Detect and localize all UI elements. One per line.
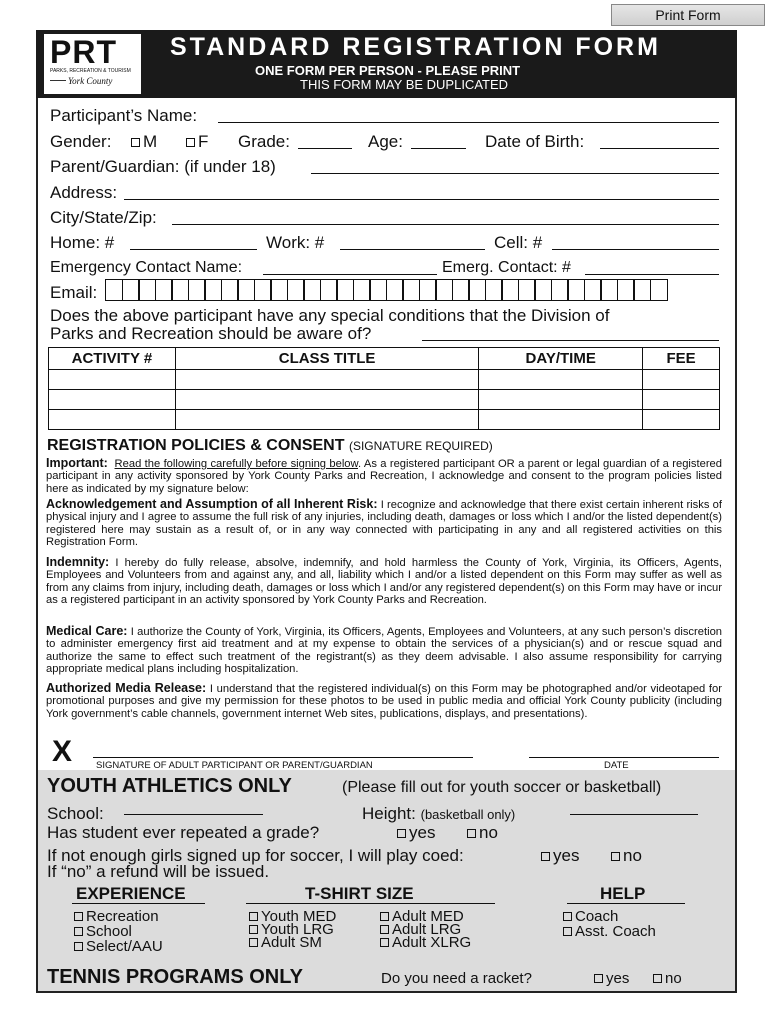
help-title: HELP [600, 884, 646, 903]
racket-no-checkbox[interactable] [653, 974, 662, 983]
policies-title-text: REGISTRATION POLICIES & CONSENT [47, 437, 345, 454]
activity-number-header: ACTIVITY # [49, 348, 176, 370]
male-checkbox[interactable] [131, 138, 140, 147]
racket-no-option[interactable] [653, 970, 682, 987]
repeat-no-label: no [479, 823, 498, 842]
email-box[interactable] [600, 279, 618, 301]
email-box[interactable] [155, 279, 173, 301]
email-label: Email: [50, 283, 98, 302]
email-box[interactable] [287, 279, 305, 301]
racket-question: Do you need a racket? [381, 970, 532, 987]
print-form-button[interactable]: Print Form [611, 4, 765, 26]
fee-header: FEE [643, 348, 720, 370]
coed-yes-option[interactable] [541, 846, 579, 866]
email-box[interactable] [369, 279, 387, 301]
table-cell[interactable] [479, 370, 643, 390]
youth-athletics-title: YOUTH ATHLETICS ONLY [47, 775, 292, 797]
repeat-no-checkbox[interactable] [467, 829, 476, 838]
racket-yes-checkbox[interactable] [594, 974, 603, 983]
work-phone-label: Work: # [266, 233, 325, 252]
checkbox[interactable] [249, 938, 258, 947]
email-box[interactable] [419, 279, 437, 301]
emergency-phone-field[interactable] [585, 274, 719, 275]
medical-care-text: I authorize the County of York, Virginia, its Officers, Agents, Employees and Volunteers, at any such person’s discretion to administer emergency first aid treatment and at my expense to obtain the services of a physician(s) and or rescue squad and authorize the same to effect such treatment of the registrant(s) as they deem advisable. I also assume responsibility for carrying appropriate medical plans including hospitalization. [46, 626, 723, 676]
indemnity-text: I hereby do fully release, absolve, indemnify, and hold harmless the County of York, Virginia, its Officers, Agents, Employees and Volunteers from and against any, and all, liability which I and/or a listed dependent on this Form may suffer as well as from any claims from injury, including death, damages or loss which I and/or any registered dependent(s) on this Form may have or incur as a registered participant in an activity sponsored by York County Parks and Recreation. [46, 557, 722, 607]
checkbox[interactable] [380, 938, 389, 947]
email-box[interactable] [518, 279, 536, 301]
cell-phone-field[interactable] [552, 249, 719, 250]
racket-yes-label: yes [606, 970, 630, 987]
table-row [49, 410, 720, 430]
media-release-text: I understand that the registered individual(s) on this Form may be photographed and/or videotaped for promotional purposes and give my permission for these photos to be used in public media and official York County publicity (including York government’s cable channels, government internet Web sites, publications, displays, and presentations). [46, 683, 722, 720]
email-box[interactable] [567, 279, 585, 301]
logo-county: York County [68, 76, 113, 86]
email-box[interactable] [237, 279, 255, 301]
important-paragraph [46, 457, 722, 495]
school-label: School: [47, 804, 104, 823]
address-label: Address: [50, 183, 118, 202]
parent-label: Parent/Guardian: (if under 18) [50, 157, 276, 176]
coed-question: If not enough girls signed up for soccer, I will play coed: [47, 846, 464, 865]
emergency-phone-label: Emerg. Contact: # [442, 259, 571, 276]
policies-title [47, 437, 493, 455]
gender-male-option[interactable] [131, 132, 157, 152]
indemnity-paragraph [46, 556, 722, 607]
table-cell[interactable] [175, 370, 478, 390]
email-box[interactable] [188, 279, 206, 301]
form-subtitle-2: THIS FORM MAY BE DUPLICATED [300, 77, 509, 92]
medical-care-paragraph [46, 625, 722, 676]
table-cell[interactable] [175, 390, 478, 410]
prt-logo [44, 34, 141, 94]
important-underlined: Read the following carefully before signing below [114, 458, 358, 470]
logo-swoosh-icon [50, 80, 66, 87]
option-label: School [86, 923, 132, 940]
home-phone-field[interactable] [130, 249, 257, 250]
acknowledgement-text: I recognize and acknowledge that there exist certain inherent risks of physical injury and I agree to assume the full risk of any injuries, including death, damages or loss which I and/or the listed dependent(s) registered here may sustain as a result of, or in any way connected with participating in any and all registered activities on this Registration Form. [46, 499, 722, 549]
experience-underline [72, 903, 205, 904]
signature-x-mark: X [52, 735, 73, 768]
media-release-paragraph [46, 682, 722, 720]
email-box[interactable] [551, 279, 569, 301]
important-text: . As a registered participant OR a parent or legal guardian of a registered participant in any activity sponsored by York County Parks and Recreation, I acknowledge and consent to the program policies listed here as indicated by my signature below: [46, 458, 722, 495]
email-box[interactable] [633, 279, 651, 301]
youth-athletics-note: (Please fill out for youth soccer or basketball) [342, 779, 662, 796]
school-field[interactable] [124, 814, 263, 815]
height-label [362, 804, 515, 824]
tennis-title: TENNIS PROGRAMS ONLY [47, 966, 303, 988]
repeat-grade-no-option[interactable] [467, 823, 498, 843]
activity-table-header [49, 348, 720, 370]
help-asst-coach-option[interactable] [563, 925, 656, 939]
special-conditions-field[interactable] [422, 340, 719, 341]
tshirt-size-title: T-SHIRT SIZE [305, 884, 414, 903]
age-field[interactable] [411, 148, 466, 149]
table-cell[interactable] [49, 390, 176, 410]
coed-refund-note: If “no” a refund will be issued. [47, 862, 270, 881]
help-underline [567, 903, 685, 904]
female-checkbox[interactable] [186, 138, 195, 147]
gender-female-option[interactable] [186, 132, 208, 152]
table-cell[interactable] [49, 370, 176, 390]
table-row [49, 390, 720, 410]
experience-select-option[interactable] [74, 940, 163, 954]
home-phone-label: Home: # [50, 233, 115, 252]
email-box[interactable] [221, 279, 239, 301]
email-box[interactable] [138, 279, 156, 301]
acknowledgement-label: Acknowledgement and Assumption of all Inherent Risk: [46, 497, 378, 511]
height-note: (basketball only) [420, 807, 516, 822]
table-cell[interactable] [175, 410, 478, 430]
medical-care-label: Medical Care: [46, 624, 128, 638]
grade-label: Grade: [238, 132, 290, 151]
email-field[interactable] [105, 279, 666, 301]
form-title: STANDARD REGISTRATION FORM [170, 33, 661, 61]
table-cell[interactable] [643, 410, 720, 430]
work-phone-field[interactable] [340, 249, 485, 250]
repeat-grade-question: Has student ever repeated a grade? [47, 823, 320, 842]
gender-label: Gender: [50, 132, 112, 151]
email-box[interactable] [485, 279, 503, 301]
indemnity-label: Indemnity: [46, 555, 110, 569]
table-row [49, 370, 720, 390]
participant-name-field[interactable] [218, 122, 719, 123]
coed-yes-label: yes [553, 846, 580, 865]
grade-field[interactable] [298, 148, 352, 149]
tshirt-underline [246, 903, 495, 904]
signature-field[interactable] [93, 757, 473, 758]
tshirt-adult-xlrg-option[interactable] [380, 936, 471, 950]
email-box[interactable] [336, 279, 354, 301]
option-label: Youth LRG [261, 921, 334, 938]
participant-name-label: Participant’s Name: [50, 106, 198, 125]
form-subtitle: ONE FORM PER PERSON - PLEASE PRINT [255, 63, 521, 78]
cell-phone-label: Cell: # [494, 233, 543, 252]
media-release-label: Authorized Media Release: [46, 681, 207, 695]
date-label: DATE [604, 760, 629, 771]
table-cell[interactable] [643, 390, 720, 410]
email-box[interactable] [452, 279, 470, 301]
checkbox[interactable] [74, 942, 83, 951]
table-cell[interactable] [49, 410, 176, 430]
help-coach-option[interactable] [563, 910, 618, 924]
logo-text: PRT [50, 34, 117, 70]
table-cell[interactable] [479, 390, 643, 410]
option-label: Adult LRG [392, 921, 462, 938]
email-box[interactable] [270, 279, 288, 301]
checkbox[interactable] [74, 927, 83, 936]
parent-field[interactable] [311, 173, 719, 174]
checkbox[interactable] [249, 925, 258, 934]
repeat-yes-label: yes [409, 823, 436, 842]
checkbox[interactable] [380, 912, 389, 921]
special-conditions-question-2: Parks and Recreation should be aware of? [50, 324, 372, 343]
height-label-text: Height: [362, 804, 416, 823]
acknowledgement-paragraph [46, 498, 722, 549]
emergency-name-label: Emergency Contact Name: [50, 259, 243, 276]
checkbox[interactable] [249, 912, 258, 921]
signature-label: SIGNATURE OF ADULT PARTICIPANT OR PARENT/GUARDIAN [96, 760, 373, 771]
racket-no-label: no [665, 970, 682, 987]
dob-label: Date of Birth: [485, 132, 585, 151]
logo-tagline: PARKS, RECREATION & TOURISM [50, 68, 131, 74]
email-box[interactable] [254, 279, 272, 301]
option-label: Adult MED [392, 908, 464, 925]
option-label: Youth MED [261, 908, 337, 925]
checkbox[interactable] [563, 912, 572, 921]
email-box[interactable] [584, 279, 602, 301]
coed-no-checkbox[interactable] [611, 852, 620, 861]
email-box[interactable] [386, 279, 404, 301]
email-box[interactable] [617, 279, 635, 301]
address-field[interactable] [124, 199, 719, 200]
email-box[interactable] [501, 279, 519, 301]
racket-yes-option[interactable] [594, 970, 629, 987]
repeat-yes-checkbox[interactable] [397, 829, 406, 838]
email-box[interactable] [303, 279, 321, 301]
email-box[interactable] [534, 279, 552, 301]
option-label: Adult SM [261, 934, 322, 951]
city-label: City/State/Zip: [50, 208, 157, 227]
tshirt-adult-sm-option[interactable] [249, 936, 322, 950]
email-box[interactable] [122, 279, 140, 301]
email-box[interactable] [353, 279, 371, 301]
option-label: Select/AAU [86, 938, 163, 955]
day-time-header: DAY/TIME [479, 348, 643, 370]
option-label: Recreation [86, 908, 159, 925]
activity-table [48, 347, 720, 430]
email-box[interactable] [468, 279, 486, 301]
policies-title-note: (SIGNATURE REQUIRED) [348, 439, 493, 453]
repeat-grade-yes-option[interactable] [397, 823, 435, 843]
emergency-name-field[interactable] [263, 274, 437, 275]
dob-field[interactable] [600, 148, 719, 149]
table-cell[interactable] [479, 410, 643, 430]
date-field[interactable] [529, 757, 719, 758]
email-box[interactable] [435, 279, 453, 301]
email-box[interactable] [650, 279, 668, 301]
coed-no-option[interactable] [611, 846, 642, 866]
checkbox[interactable] [380, 925, 389, 934]
experience-title: EXPERIENCE [76, 884, 186, 903]
important-label: Important: [46, 456, 108, 470]
email-box[interactable] [402, 279, 420, 301]
special-conditions-question: Does the above participant have any special conditions that the Division of [50, 306, 610, 325]
class-title-header: CLASS TITLE [175, 348, 478, 370]
experience-school-option[interactable] [74, 925, 132, 939]
email-box[interactable] [105, 279, 123, 301]
table-cell[interactable] [643, 370, 720, 390]
female-label: F [198, 132, 209, 151]
checkbox[interactable] [563, 927, 572, 936]
height-field[interactable] [570, 814, 698, 815]
email-box[interactable] [204, 279, 222, 301]
email-box[interactable] [171, 279, 189, 301]
email-box[interactable] [320, 279, 338, 301]
male-label: M [143, 132, 158, 151]
city-field[interactable] [172, 224, 719, 225]
coed-no-label: no [623, 846, 642, 865]
option-label: Adult XLRG [392, 934, 472, 951]
checkbox[interactable] [74, 912, 83, 921]
coed-yes-checkbox[interactable] [541, 852, 550, 861]
option-label: Asst. Coach [575, 923, 656, 940]
option-label: Coach [575, 908, 619, 925]
experience-recreation-option[interactable] [74, 910, 159, 924]
age-label: Age: [368, 132, 403, 151]
